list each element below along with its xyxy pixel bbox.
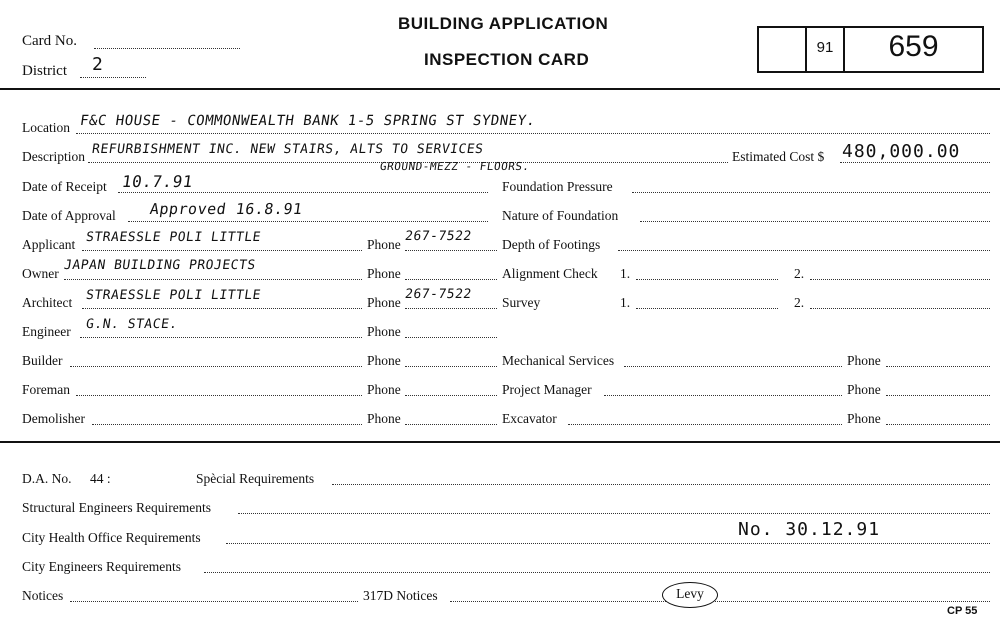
date-receipt-line (118, 192, 488, 193)
project-manager-label: Project Manager (502, 382, 592, 397)
builder-line (70, 366, 362, 367)
excavator-label: Excavator (502, 411, 557, 426)
depth-footings-line (618, 250, 990, 251)
demolisher-line (92, 424, 362, 425)
structural-requirements-line (238, 513, 990, 514)
box-number: 659 (888, 30, 939, 63)
description-value: REFURBISHMENT INC. NEW STAIRS, ALTS TO SERVICES (90, 142, 485, 157)
alignment-check-label: Alignment Check (502, 266, 598, 281)
excavator-phone-label: Phone (847, 411, 881, 426)
owner-value: JAPAN BUILDING PROJECTS (62, 258, 257, 273)
location-label: Location (22, 120, 70, 135)
applicant-label: Applicant (22, 237, 76, 252)
mechanical-label: Mechanical Services (502, 353, 615, 368)
owner-phone-line (405, 279, 497, 280)
survey-two-label: 2. (794, 295, 805, 310)
middle-rule (0, 441, 1000, 443)
alignment-two-label: 2. (794, 266, 805, 281)
card-no-label: Card No. (22, 33, 77, 49)
district-value: 2 (92, 54, 104, 75)
excavator-line (568, 424, 842, 425)
engineer-phone-line (405, 337, 497, 338)
location-line (76, 133, 990, 134)
alignment-one-label: 1. (620, 266, 631, 281)
card-number-box (757, 26, 984, 73)
header-rule (0, 88, 1000, 90)
alignment-two-line (810, 279, 990, 280)
builder-label: Builder (22, 353, 63, 368)
foreman-phone-label: Phone (367, 382, 401, 397)
engineer-phone-label: Phone (367, 324, 401, 339)
notices-317d-line (450, 601, 990, 602)
foundation-pressure-line (632, 192, 990, 193)
applicant-phone-label: Phone (367, 237, 401, 252)
excavator-phone-line (886, 424, 990, 425)
mechanical-line (624, 366, 842, 367)
structural-requirements-label: Structural Engineers Requirements (22, 500, 211, 515)
levy-stamp (662, 582, 718, 608)
survey-one-label: 1. (620, 295, 631, 310)
project-manager-line (604, 395, 842, 396)
applicant-phone-line (405, 250, 497, 251)
engineer-value: G.N. STACE. (84, 317, 179, 332)
notices-317d-label: 317D Notices (363, 588, 438, 603)
da-no-value: 44 : (90, 471, 111, 486)
date-receipt-value: 10.7.91 (120, 172, 195, 191)
description-label: Description (22, 149, 85, 164)
date-approval-value: Approved 16.8.91 (148, 200, 304, 218)
box-year: 91 (816, 39, 834, 56)
demolisher-phone-line (405, 424, 497, 425)
da-no-label: D.A. No. (22, 471, 72, 486)
survey-label: Survey (502, 295, 541, 310)
owner-phone-label: Phone (367, 266, 401, 281)
applicant-line (82, 250, 362, 251)
builder-phone-label: Phone (367, 353, 401, 368)
survey-two-line (810, 308, 990, 309)
date-approval-label: Date of Approval (22, 208, 116, 223)
special-requirements-line (332, 484, 990, 485)
demolisher-label: Demolisher (22, 411, 85, 426)
special-requirements-label: Spècial Requirements (196, 471, 315, 486)
health-requirements-line (226, 543, 990, 544)
engineer-label: Engineer (22, 324, 71, 339)
foreman-line (76, 395, 362, 396)
card-no-line (94, 48, 240, 49)
foreman-label: Foreman (22, 382, 70, 397)
foreman-phone-line (405, 395, 497, 396)
title-line-1: BUILDING APPLICATION (398, 14, 609, 33)
nature-foundation-line (640, 221, 990, 222)
owner-line (64, 279, 362, 280)
survey-one-line (636, 308, 778, 309)
owner-label: Owner (22, 266, 59, 281)
footer-code: CP 55 (947, 605, 978, 617)
notices-label: Notices (22, 588, 64, 603)
levy-value: Levy (676, 586, 704, 601)
description-value-2: GROUND-MEZZ - FLOORS. (379, 160, 531, 173)
estimated-cost-line (840, 162, 990, 163)
estimated-cost-value: 480,000.00 (842, 141, 961, 162)
nature-foundation-label: Nature of Foundation (502, 208, 619, 223)
applicant-phone: 267-7522 (403, 229, 473, 244)
project-manager-phone-line (886, 395, 990, 396)
demolisher-phone-label: Phone (367, 411, 401, 426)
date-receipt-label: Date of Receipt (22, 179, 107, 194)
district-label: District (22, 63, 67, 79)
applicant-value: STRAESSLE POLI LITTLE (84, 230, 262, 245)
builder-phone-line (405, 366, 497, 367)
engineers-requirements-label: City Engineers Requirements (22, 559, 181, 574)
health-requirements-label: City Health Office Requirements (22, 530, 201, 545)
depth-footings-label: Depth of Footings (502, 237, 601, 252)
title-line-2: INSPECTION CARD (424, 50, 590, 69)
engineer-line (80, 337, 362, 338)
health-requirements-value: No. 30.12.91 (738, 519, 881, 540)
foundation-pressure-label: Foundation Pressure (502, 179, 613, 194)
architect-phone-label: Phone (367, 295, 401, 310)
estimated-cost-label: Estimated Cost $ (732, 149, 825, 164)
alignment-one-line (636, 279, 778, 280)
project-manager-phone-label: Phone (847, 382, 881, 397)
date-approval-line (128, 221, 488, 222)
mechanical-phone-label: Phone (847, 353, 881, 368)
notices-line (70, 601, 358, 602)
location-value: F&C HOUSE - COMMONWEALTH BANK 1-5 SPRING ST SYDNEY. (78, 113, 537, 129)
architect-label: Architect (22, 295, 73, 310)
architect-phone: 267-7522 (403, 287, 473, 302)
district-line (80, 77, 146, 78)
architect-line (82, 308, 362, 309)
architect-value: STRAESSLE POLI LITTLE (84, 288, 262, 303)
mechanical-phone-line (886, 366, 990, 367)
engineers-requirements-line (204, 572, 990, 573)
architect-phone-line (405, 308, 497, 309)
